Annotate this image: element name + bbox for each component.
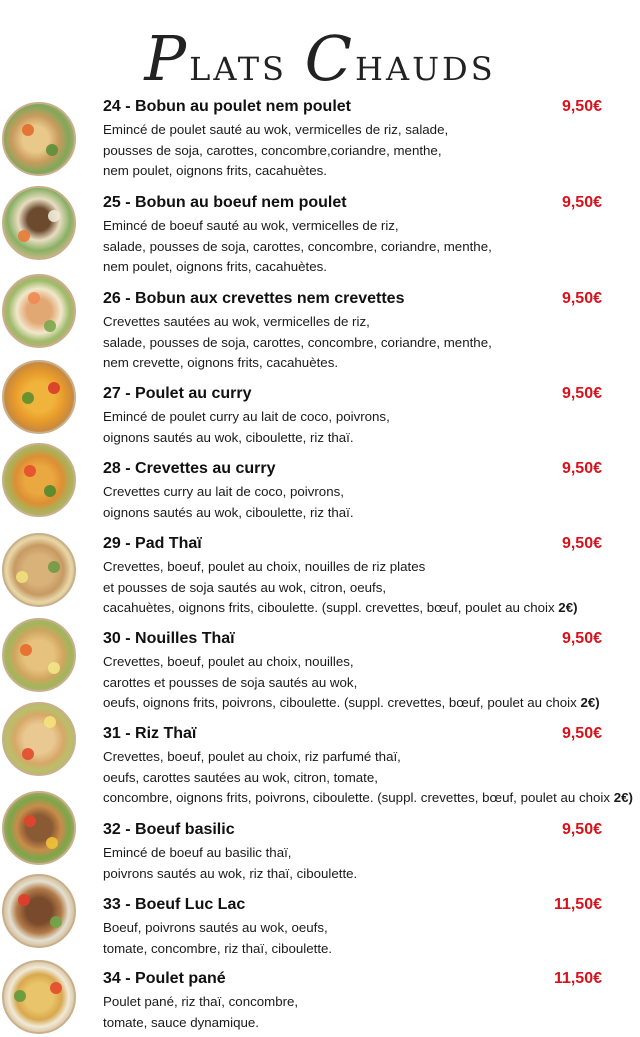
dish-photo [2,702,76,776]
item-price: 11,50€ [553,970,602,987]
item-description: Crevettes, boeuf, poulet au choix, nouilles, carottes et pousses de soja sautés au wok, oeufs, oignons frits, poivrons, ciboulette. (suppl. crevettes, bœuf, poulet au choix 2€) [103,654,600,710]
item-price: 9,50€ [561,535,602,552]
item-price: 9,50€ [561,194,602,211]
item-price: 9,50€ [561,821,602,838]
item-name: 33 - Boeuf Luc Lac [103,896,246,913]
item-name: 26 - Bobun aux crevettes nem crevettes [103,290,405,307]
dish-photo [2,533,76,607]
item-price: 9,50€ [561,460,602,477]
item-name: 25 - Bobun au boeuf nem poulet [103,194,347,211]
item-description: Poulet pané, riz thaï, concombre, tomate, sauce dynamique. [103,994,299,1030]
dish-photo [2,186,76,260]
item-description: Crevettes, boeuf, poulet au choix, nouilles de riz plates et pousses de soja sautés au wok, citron, oeufs, cacahuètes, oignons frits, ciboulette. (suppl. crevettes, bœuf, poulet au choix 2€) [103,559,578,615]
item-price: 11,50€ [553,896,602,913]
item-description: Crevettes, boeuf, poulet au choix, riz parfumé thaï, oeufs, carottes sautées au wok, citron, tomate, concombre, oignons frits, poivrons, ciboulette. (suppl. crevettes, bœuf, poulet au choix 2€) [103,749,633,805]
item-description: Emincé de poulet curry au lait de coco, poivrons, oignons sautés au wok, ciboulette, riz thaï. [103,409,390,445]
dish-photo [2,443,76,517]
item-description: Crevettes sautées au wok, vermicelles de riz, salade, pousses de soja, carottes, concombre, coriandre, menthe, nem crevette, oignons frits, cacahuètes. [103,314,492,370]
item-name: 29 - Pad Thaï [103,535,202,552]
item-name: 34 - Poulet pané [103,970,226,987]
dish-photo [2,360,76,434]
item-name: 27 - Poulet au curry [103,385,252,402]
dish-photo [2,102,76,176]
dish-photo [2,618,76,692]
item-price: 9,50€ [561,630,602,647]
item-description: Boeuf, poivrons sautés au wok, oeufs, tomate, concombre, riz thaï, ciboulette. [103,920,333,956]
item-description: Crevettes curry au lait de coco, poivrons, oignons sautés au wok, ciboulette, riz thaï. [103,484,354,520]
item-name: 30 - Nouilles Thaï [103,630,235,647]
item-price: 9,50€ [561,385,602,402]
item-name: 28 - Crevettes au curry [103,460,276,477]
item-price: 9,50€ [561,98,602,115]
dish-photo [2,791,76,865]
item-name: 32 - Boeuf basilic [103,821,235,838]
item-price: 9,50€ [561,290,602,307]
item-price: 9,50€ [561,725,602,742]
dish-photo [2,274,76,348]
item-description: Emincé de poulet sauté au wok, vermicelles de riz, salade, pousses de soja, carottes, concombre,coriandre, menthe, nem poulet, oignons frits, cacahuètes. [103,122,449,178]
item-name: 24 - Bobun au poulet nem poulet [103,98,351,115]
item-description: Emincé de boeuf au basilic thaï, poivrons sautés au wok, riz thaï, ciboulette. [103,845,358,881]
item-description: Emincé de boeuf sauté au wok, vermicelles de riz, salade, pousses de soja, carottes, concombre, coriandre, menthe, nem poulet, oignons frits, cacahuètes. [103,218,492,274]
page-title: Plats Chauds [144,22,496,95]
dish-photo [2,960,76,1034]
item-name: 31 - Riz Thaï [103,725,197,742]
dish-photo [2,874,76,948]
